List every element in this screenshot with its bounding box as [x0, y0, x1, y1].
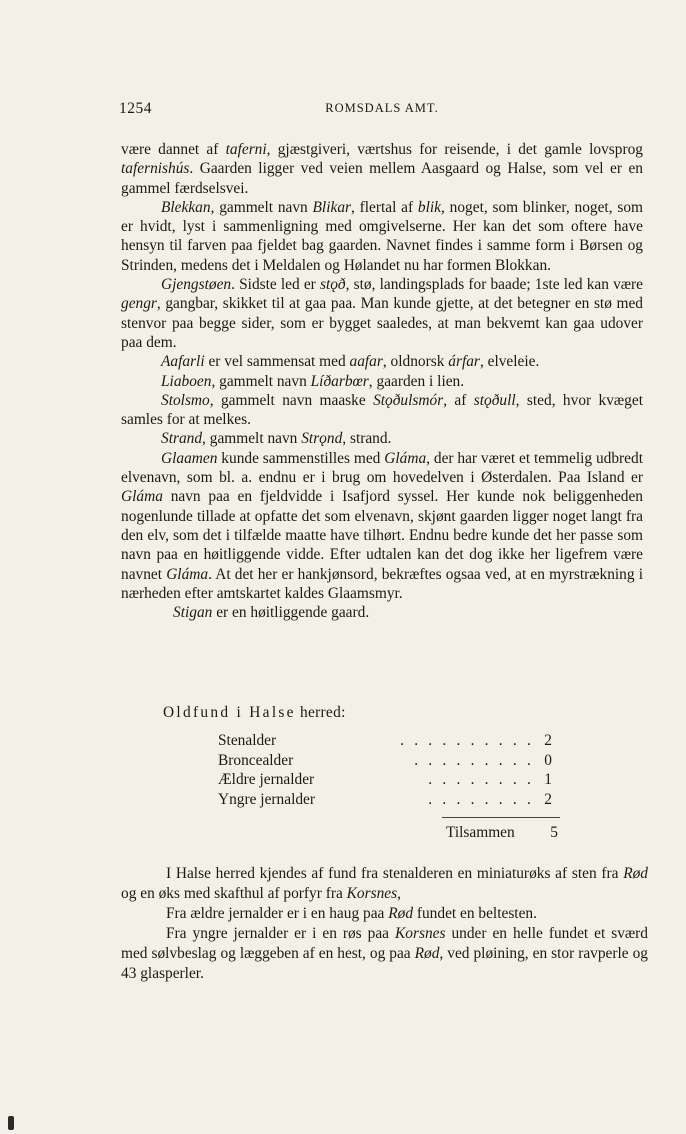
paragraph-gjengstoen: Gjengstøen. Sidste led er stǫð, stø, landingsplads for baade; 1ste led kan være gengr, gangbar, skikket til at gaa paa. Man kunde gjette, at det betegner en stø med stenvor paa begge sider, som er bygget saaledes, at man bekvemt kan gaa udover paa dem. [121, 276, 644, 351]
leader-dots: . . . . . . . . . [414, 751, 534, 769]
period-label: Broncealder [218, 751, 294, 769]
paragraph-strand: Strand, gammelt navn Strǫnd, strand. [161, 430, 392, 448]
scan-edge-mark [8, 1116, 14, 1130]
find-count: 2 [544, 732, 552, 749]
paragraph-glaamen: Glaamen kunde sammenstilles med Gláma, der har været et temmelig udbredt elvenavn, som bl. a. endnu er i brug om hovedelven i Østerdalen. Paa Island er Gláma navn paa en fjeldvidde i Isafjord syssel. Her kunde nok beliggenheden nogenlunde tillade at opfatte det som elvenavn, skjønt gaarden ligger noget langt fra den elv, som det i tilfælde maatte have tilhørt. Endnu bedre kunde det her passe som navn paa en høitliggende vidde. Efter udtalen kan det dog ikke her ligefrem være navnet Gláma. At det her er hankjønsord, bekræftes ogsaa ved, at en myrstrækning i nærheden efter amtskartet kaldes Glaamsmyr. [121, 449, 643, 602]
total-value: 5 [550, 824, 558, 841]
leader-dots: . . . . . . . . . . [400, 732, 534, 749]
oldfund-row [218, 770, 558, 790]
oldfund-row [218, 790, 558, 810]
finds-text [121, 864, 648, 984]
find-count: 1 [544, 771, 552, 788]
period-label: Ældre jernalder [218, 771, 315, 788]
oldfund-row [218, 731, 558, 751]
paragraph-liaboen: Liaboen, gammelt navn Líðarbœr, gaarden i lien. [161, 372, 465, 390]
oldfund-heading: Oldfund i Halse herred: [163, 704, 346, 721]
paragraph-taferni: være dannet af taferni, gjæstgiveri, værtshus for reisende, i det gamle lovsprog tafernishús. Gaarden ligger ved veien mellem Aasgaard og Halse, som vel er en gammel færdselsvei. [121, 141, 643, 197]
page-number: 1254 [119, 100, 152, 117]
paragraph-stenalder-finds: I Halse herred kjendes af fund fra stenalderen en miniaturøks af sten fra Rød og en øks med skafthul af porfyr fra Korsnes, [121, 865, 648, 902]
paragraph-stolsmo: Stolsmo, gammelt navn maaske Stǫðulsmór, af stǫðull, sted, hvor kvæget samles for at melkes. [121, 391, 643, 429]
paragraph-yngre-jernalder-finds: Fra yngre jernalder er i en røs paa Korsnes under en helle fundet et sværd med sølvbeslag og læggeben af en hest, og paa Rød, ved pløining, en stor ravperle og 43 glasperler. [121, 925, 649, 982]
oldfund-table [218, 731, 558, 809]
period-label: Yngre jernalder [218, 790, 315, 808]
period-label: Stenalder [218, 732, 277, 749]
paragraph-aeldre-jernalder-finds: Fra ældre jernalder er i en haug paa Rød fundet en beltesten. [166, 905, 537, 922]
find-count: 0 [544, 751, 552, 769]
running-header [119, 100, 645, 124]
paragraph-aafarli: Aafarli er vel sammensat med aafar, oldnorsk árfar, elveleie. [161, 353, 540, 371]
sum-rule [442, 817, 560, 818]
leader-dots: . . . . . . . . [428, 771, 534, 788]
total-label: Tilsammen [446, 824, 515, 841]
oldfund-row [218, 751, 558, 771]
running-title: ROMSDALS AMT. [325, 101, 439, 115]
leader-dots: . . . . . . . . [428, 790, 534, 808]
body-text [121, 140, 643, 622]
paragraph-stigan: Stigan er en høitliggende gaard. [173, 604, 370, 622]
find-count: 2 [544, 790, 552, 808]
oldfund-total [446, 824, 558, 842]
paragraph-blekkan: Blekkan, gammelt navn Blikar, flertal af blik, noget, som blinker, noget, som er hvidt, lyst i sammenligning med omgivelserne. Her kan det som oftere have hensyn til farven paa fjeldet bag gaarden. Navnet findes i samme form i Børsen og Strinden, medens det i Meldalen og Hølandet nu har formen Blokkan. [121, 198, 643, 274]
